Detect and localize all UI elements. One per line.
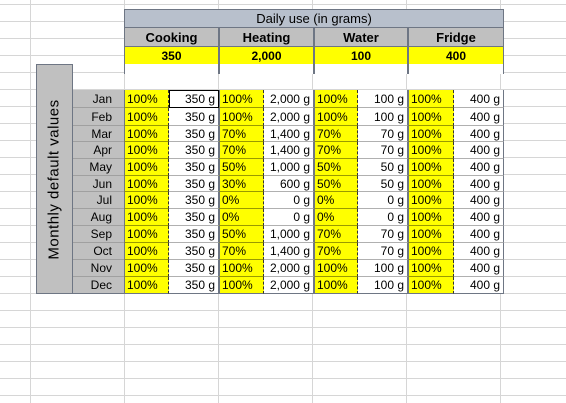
month-label[interactable]: Jan — [73, 90, 124, 108]
grams-cell[interactable]: 350 g — [169, 126, 219, 142]
grams-cell[interactable]: 2,000 g — [264, 260, 314, 277]
grams-cell[interactable]: 350 g — [169, 209, 219, 226]
month-label[interactable]: Nov — [73, 260, 124, 277]
percent-cell[interactable]: 70% — [219, 243, 264, 260]
percent-cell[interactable]: 100% — [124, 192, 169, 209]
percent-cell[interactable]: 50% — [219, 159, 264, 176]
percent-cell[interactable]: 100% — [408, 260, 454, 277]
daily-use-table — [36, 9, 504, 294]
grams-cell[interactable]: 400 g — [454, 277, 504, 294]
grams-cell[interactable]: 400 g — [454, 108, 504, 126]
month-label[interactable]: Apr — [73, 142, 124, 159]
grams-cell[interactable]: 0 g — [358, 192, 408, 209]
percent-cell[interactable]: 100% — [124, 108, 169, 126]
grams-cell[interactable]: 70 g — [358, 142, 408, 159]
month-label[interactable]: Sep — [73, 226, 124, 243]
grams-cell[interactable]: 1,400 g — [264, 126, 314, 142]
spacer-cell[interactable] — [408, 64, 504, 74]
month-label[interactable]: May — [73, 159, 124, 176]
percent-cell[interactable]: 100% — [408, 142, 454, 159]
grams-cell[interactable]: 350 g — [169, 260, 219, 277]
percent-cell[interactable]: 50% — [219, 226, 264, 243]
grams-cell[interactable]: 400 g — [454, 243, 504, 260]
grams-cell[interactable]: 400 g — [454, 126, 504, 142]
percent-cell[interactable]: 70% — [314, 226, 358, 243]
percent-cell[interactable]: 100% — [408, 176, 454, 192]
percent-cell[interactable]: 100% — [314, 277, 358, 294]
fridge-amount[interactable]: 400 — [408, 47, 504, 64]
percent-cell[interactable]: 100% — [124, 90, 169, 108]
month-label[interactable]: Dec — [73, 277, 124, 294]
grams-cell[interactable]: 100 g — [358, 277, 408, 294]
percent-cell[interactable]: 0% — [219, 192, 264, 209]
monthly-defaults-label[interactable] — [36, 64, 73, 294]
grams-cell[interactable]: 0 g — [358, 209, 408, 226]
percent-cell[interactable]: 100% — [314, 108, 358, 126]
month-label[interactable]: Mar — [73, 126, 124, 142]
grams-cell[interactable]: 400 g — [454, 90, 504, 108]
percent-cell[interactable]: 100% — [124, 126, 169, 142]
grams-cell[interactable]: 400 g — [454, 260, 504, 277]
category-water[interactable]: Water — [314, 28, 408, 47]
percent-cell[interactable]: 30% — [219, 176, 264, 192]
percent-cell[interactable]: 70% — [219, 126, 264, 142]
grams-cell[interactable]: 350 g — [169, 142, 219, 159]
percent-cell[interactable]: 100% — [124, 159, 169, 176]
percent-cell[interactable]: 100% — [408, 108, 454, 126]
percent-cell[interactable]: 100% — [124, 176, 169, 192]
percent-cell[interactable]: 100% — [124, 209, 169, 226]
grams-cell[interactable]: 2,000 g — [264, 108, 314, 126]
grams-cell[interactable]: 350 g — [169, 108, 219, 126]
percent-cell[interactable]: 100% — [124, 142, 169, 159]
sidebar-label-text: Monthly default values — [46, 98, 64, 260]
month-label[interactable]: Oct — [73, 243, 124, 260]
grams-cell[interactable]: 350 g — [169, 226, 219, 243]
spacer-cell[interactable] — [314, 64, 408, 74]
grams-cell[interactable]: 350 g — [169, 277, 219, 294]
grams-cell[interactable]: 1,000 g — [264, 159, 314, 176]
percent-cell[interactable]: 0% — [314, 192, 358, 209]
month-label[interactable]: Jun — [73, 176, 124, 192]
grams-cell[interactable]: 100 g — [358, 90, 408, 108]
grams-cell[interactable]: 400 g — [454, 226, 504, 243]
spacer-cell[interactable] — [219, 64, 314, 74]
grams-cell[interactable]: 100 g — [358, 260, 408, 277]
grams-cell[interactable]: 350 g — [169, 90, 219, 108]
grams-cell[interactable]: 1,000 g — [264, 226, 314, 243]
table-title[interactable]: Daily use (in grams) — [124, 9, 504, 28]
percent-cell[interactable]: 70% — [314, 126, 358, 142]
grams-cell[interactable]: 350 g — [169, 192, 219, 209]
percent-cell[interactable]: 70% — [314, 142, 358, 159]
grams-cell[interactable]: 600 g — [264, 176, 314, 192]
grams-cell[interactable]: 2,000 g — [264, 277, 314, 294]
grams-cell[interactable]: 70 g — [358, 126, 408, 142]
percent-cell[interactable]: 100% — [314, 260, 358, 277]
grams-cell[interactable]: 50 g — [358, 176, 408, 192]
cooking-amount[interactable]: 350 — [124, 47, 219, 64]
grams-cell[interactable]: 400 g — [454, 142, 504, 159]
percent-cell[interactable]: 100% — [219, 90, 264, 108]
percent-cell[interactable]: 50% — [314, 176, 358, 192]
percent-cell[interactable]: 100% — [124, 260, 169, 277]
percent-cell[interactable]: 70% — [314, 243, 358, 260]
percent-cell[interactable]: 50% — [314, 159, 358, 176]
percent-cell[interactable]: 100% — [408, 243, 454, 260]
percent-cell[interactable]: 100% — [408, 126, 454, 142]
percent-cell[interactable]: 100% — [314, 90, 358, 108]
grams-cell[interactable]: 70 g — [358, 243, 408, 260]
grams-cell[interactable]: 1,400 g — [264, 243, 314, 260]
heating-amount[interactable]: 2,000 — [219, 47, 314, 64]
grams-cell[interactable]: 350 g — [169, 176, 219, 192]
percent-cell[interactable]: 100% — [219, 108, 264, 126]
percent-cell[interactable]: 0% — [219, 209, 264, 226]
category-cooking[interactable]: Cooking — [124, 28, 219, 47]
grams-cell[interactable]: 0 g — [264, 192, 314, 209]
percent-cell[interactable]: 100% — [408, 192, 454, 209]
percent-cell[interactable]: 100% — [408, 90, 454, 108]
percent-cell[interactable]: 100% — [408, 159, 454, 176]
grams-cell[interactable]: 350 g — [169, 159, 219, 176]
grams-cell[interactable]: 400 g — [454, 159, 504, 176]
grams-cell[interactable]: 400 g — [454, 192, 504, 209]
percent-cell[interactable]: 100% — [124, 226, 169, 243]
month-label[interactable]: Feb — [73, 108, 124, 126]
percent-cell[interactable]: 70% — [219, 142, 264, 159]
grams-cell[interactable]: 0 g — [264, 209, 314, 226]
grams-cell[interactable]: 400 g — [454, 209, 504, 226]
grams-cell[interactable]: 1,400 g — [264, 142, 314, 159]
percent-cell[interactable]: 100% — [408, 226, 454, 243]
water-amount[interactable]: 100 — [314, 47, 408, 64]
grams-cell[interactable]: 70 g — [358, 226, 408, 243]
percent-cell[interactable]: 0% — [314, 209, 358, 226]
percent-cell[interactable]: 100% — [219, 277, 264, 294]
spacer-cell[interactable] — [124, 64, 219, 74]
month-label[interactable]: Jul — [73, 192, 124, 209]
month-label[interactable]: Aug — [73, 209, 124, 226]
percent-cell[interactable]: 100% — [124, 277, 169, 294]
category-fridge[interactable]: Fridge — [408, 28, 504, 47]
percent-cell[interactable]: 100% — [219, 260, 264, 277]
percent-cell[interactable]: 100% — [408, 209, 454, 226]
grams-cell[interactable]: 100 g — [358, 108, 408, 126]
percent-cell[interactable]: 100% — [408, 277, 454, 294]
grams-cell[interactable]: 2,000 g — [264, 90, 314, 108]
grams-cell[interactable]: 400 g — [454, 176, 504, 192]
category-heating[interactable]: Heating — [219, 28, 314, 47]
grams-cell[interactable]: 50 g — [358, 159, 408, 176]
grams-cell[interactable]: 350 g — [169, 243, 219, 260]
percent-cell[interactable]: 100% — [124, 243, 169, 260]
